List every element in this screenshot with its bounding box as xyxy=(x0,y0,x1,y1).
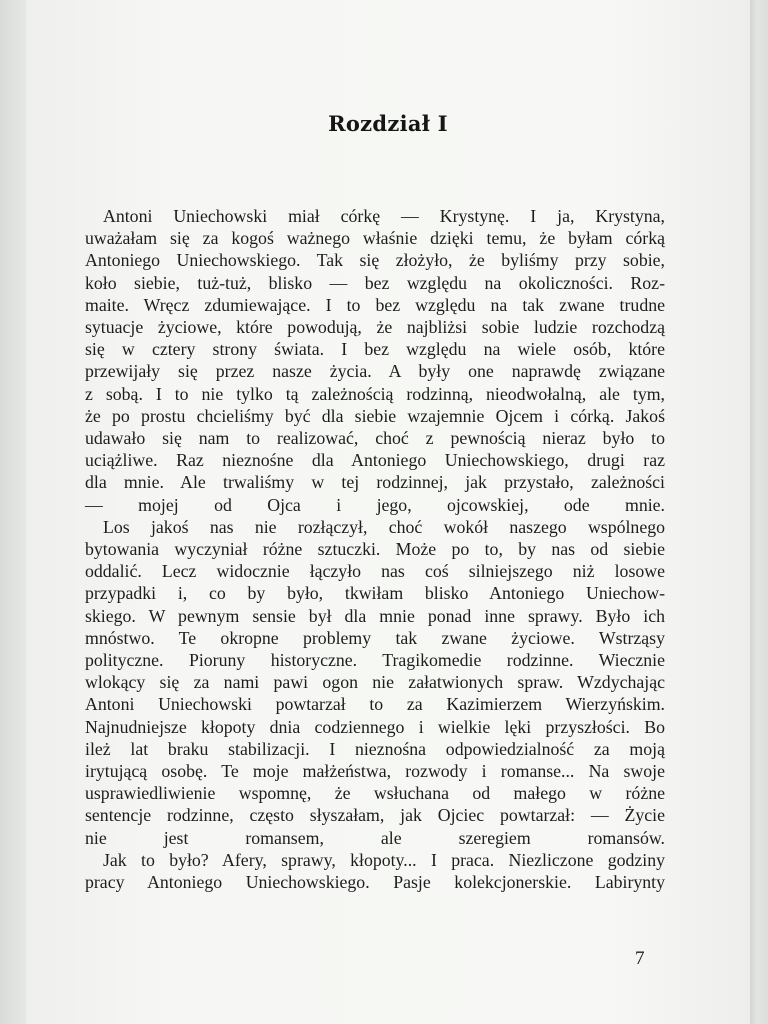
paragraph-2: Los jakoś nas nie rozłączył, choć wokół naszego wspólnego bytowania wyczyniał różne sztuczki. Może po to, by nas od siebie oddalić. Lecz widocznie łączyło nas coś silniejszego niż losowe przypadki i, co by było, tkwiłam blisko Antoniego Uniechow- skiego. W pewnym sensie był dla mnie ponad inne sprawy. Było ich mnóstwo. Te okropne problemy tak zwane życiowe. Wstrząsy polityczne. Pioruny historyczne. Tragikomedie rodzinne. Wiecznie wlokący się za nami pawi ogon nie załatwionych spraw. Wzdychając Antoni Uniechowski powtarzał to za Kazimierzem Wierzyńskim. Najnudniejsze kłopoty dnia codziennego i wielkie lęki przyszłości. Bo ileż lat braku stabilizacji. I nieznośna odpowiedzialność za moją irytującą osobę. Te moje małżeństwa, rozwody i romanse... Na swoje usprawiedliwienie wspomnę, że wsłuchana od małego w różne sentencje rodzinne, często słyszałam, jak Ojciec powtarzał: — Życie nie jest romansem, ale szeregiem romansów. xyxy=(85,516,665,848)
chapter-body xyxy=(85,205,665,893)
paragraph-3: Jak to było? Afery, sprawy, kłopoty... I praca. Niezliczone godziny pracy Antoniego Uniechowskiego. Pasje kolekcjonerskie. Labirynty xyxy=(85,849,665,893)
page-number: 7 xyxy=(635,948,645,969)
chapter-title: Rozdział I xyxy=(328,111,448,136)
paragraph-1: Antoni Uniechowski miał córkę — Krystynę. I ja, Krystyna, uważałam się za kogoś ważnego właśnie dzięki temu, że byłam córką Antoniego Uniechowskiego. Tak się złożyło, że byliśmy przy sobie, koło siebie, tuż-tuż, blisko — bez względu na okoliczności. Roz- maite. Wręcz zdumiewające. I to bez względu na tak zwane trudne sytuacje życiowe, które powodują, że najbliżsi sobie ludzie rozchodzą się w cztery strony świata. I bez względu na wiele osób, które przewijały się przez nasze życia. A były one naprawdę związane z sobą. I to nie tylko tą zależnością rodzinną, nieodwołalną, ale tym, że po prostu chcieliśmy być dla siebie wzajemnie Ojcem i córką. Jakoś udawało się nam to realizować, choć z pewnością nieraz było to uciążliwe. Raz nieznośne dla Antoniego Uniechowskiego, drugi raz dla mnie. Ale trwaliśmy w tej rodzinnej, jak przystało, zależności — mojej od Ojca i jego, ojcowskiej, ode mnie. xyxy=(85,206,665,515)
right-page-edge xyxy=(750,0,768,1024)
